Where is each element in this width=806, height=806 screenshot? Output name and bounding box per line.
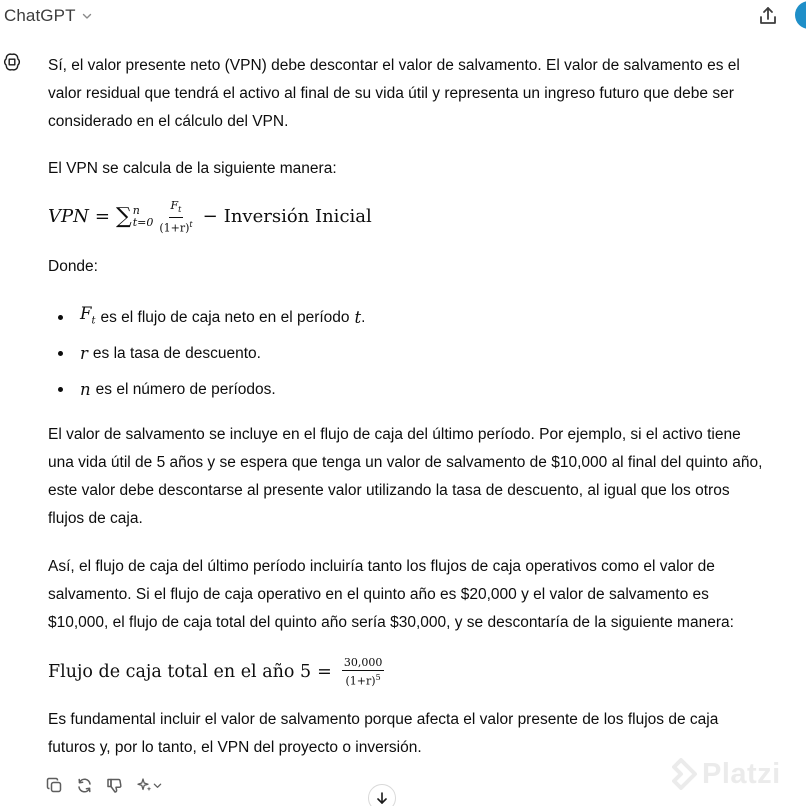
bullet-var [80,300,95,335]
switch-model-button[interactable] [134,775,164,795]
list-item [48,336,365,372]
copy-icon [46,777,63,794]
watermark-text: Platzi [702,757,781,790]
bullet-tail: . [361,309,366,326]
bullet-var: n [80,380,91,399]
copy-button[interactable] [44,775,64,795]
model-selector[interactable] [4,4,92,28]
bullet-text: es el número de períodos. [95,381,276,398]
openai-logo-icon [2,52,22,72]
chevron-down-icon [82,11,92,21]
refresh-icon [76,777,93,794]
platzi-watermark [664,754,781,794]
sum-limits [133,205,154,229]
list-item [48,300,365,336]
formula2-equals: = [317,662,332,682]
formula-vpn [48,199,372,235]
formula-sum [116,205,153,229]
formula2-numerator: 30,000 [343,655,383,669]
message-paragraph-1: Sí, el valor presente neto (VPN) debe descontar el valor de salvamento. El valor de salvamento es el valor residual que tendrá el activo al final de su vida útil y representa un ingreso futuro que debe ser considerado en el cálculo del VPN. [48,57,740,130]
denominator-exp: t [189,219,193,229]
share-icon [757,5,779,27]
sum-upper: n [132,204,140,217]
formula-minus: − [202,206,218,227]
arrow-down-icon [375,791,389,805]
formula2-fraction [342,657,385,688]
message-donde: Donde: [48,258,98,275]
message-paragraph-6: Es fundamental incluir el valor de salvamento porque afecta el valor presente de los flujos de caja futuros y, por lo tanto, el VPN del proyecto o inversión. [48,711,719,756]
numerator-sub: t [178,204,182,214]
numerator-var: F [170,198,179,212]
formula-vpn-lhs: VPN [48,206,89,227]
message-paragraph-5: Así, el flujo de caja del último período incluiría tanto los flujos de caja operativos como el valor de salvamento. Si el flujo de caja operativo en el quinto año es $20,000 y el valor de salvamento es $10,000, el flujo de caja total del quinto año sería $30,000, y se descontaría de la siguiente manera: [48,558,734,631]
sum-lower: t=0 [132,216,154,229]
sparkle-icon [137,777,153,793]
bullet-tail-var: t [354,308,362,327]
top-bar [0,0,806,34]
formula-minus-term: Inversión Inicial [223,206,372,227]
share-button[interactable] [755,3,781,29]
message-paragraph-4: El valor de salvamento se incluye en el flujo de caja del último período. Por ejemplo, si el activo tiene una vida útil de 5 años y se espera que tenga un valor de salvamento de $10,000 al final del quinto año, este valor debe descontarse al presente valor utilizando la tasa de descuento, al igual que los otros flujos de caja. [48,426,763,527]
regenerate-button[interactable] [74,775,94,795]
formula2-lhs: Flujo de caja total en el año 5 [48,662,312,682]
formula2-den-base: (1+r) [345,674,376,688]
denominator-base: (1+r) [159,221,190,235]
fraction-denominator [157,218,194,235]
formula2-den-exp: 5 [375,672,381,682]
list-item [48,372,365,408]
user-avatar[interactable] [795,1,806,29]
variable-list [48,300,365,408]
bullet-var-sub: t [91,315,96,327]
formula-flujo-total [48,653,388,691]
sigma-symbol: ∑ [115,204,132,229]
bullet-var: r [80,344,88,363]
message-paragraph-2: El VPN se calcula de la siguiente manera: [48,160,337,177]
thumbs-down-button[interactable] [104,775,124,795]
platzi-logo-icon [664,757,698,791]
assistant-avatar [0,50,24,74]
message-actions [44,773,174,797]
fraction-numerator [169,200,184,218]
scroll-to-bottom-button[interactable] [368,784,396,806]
formula-fraction [157,200,194,235]
chevron-down-icon [153,781,162,790]
formula-equals: = [94,206,110,227]
model-name: ChatGPT [4,6,76,25]
formula2-denominator [344,671,383,688]
bullet-var-main: F [80,304,92,324]
thumbs-down-icon [106,777,123,794]
bullet-text: es la tasa de descuento. [92,345,261,362]
bullet-text: es el flujo de caja neto en el período [100,309,350,326]
